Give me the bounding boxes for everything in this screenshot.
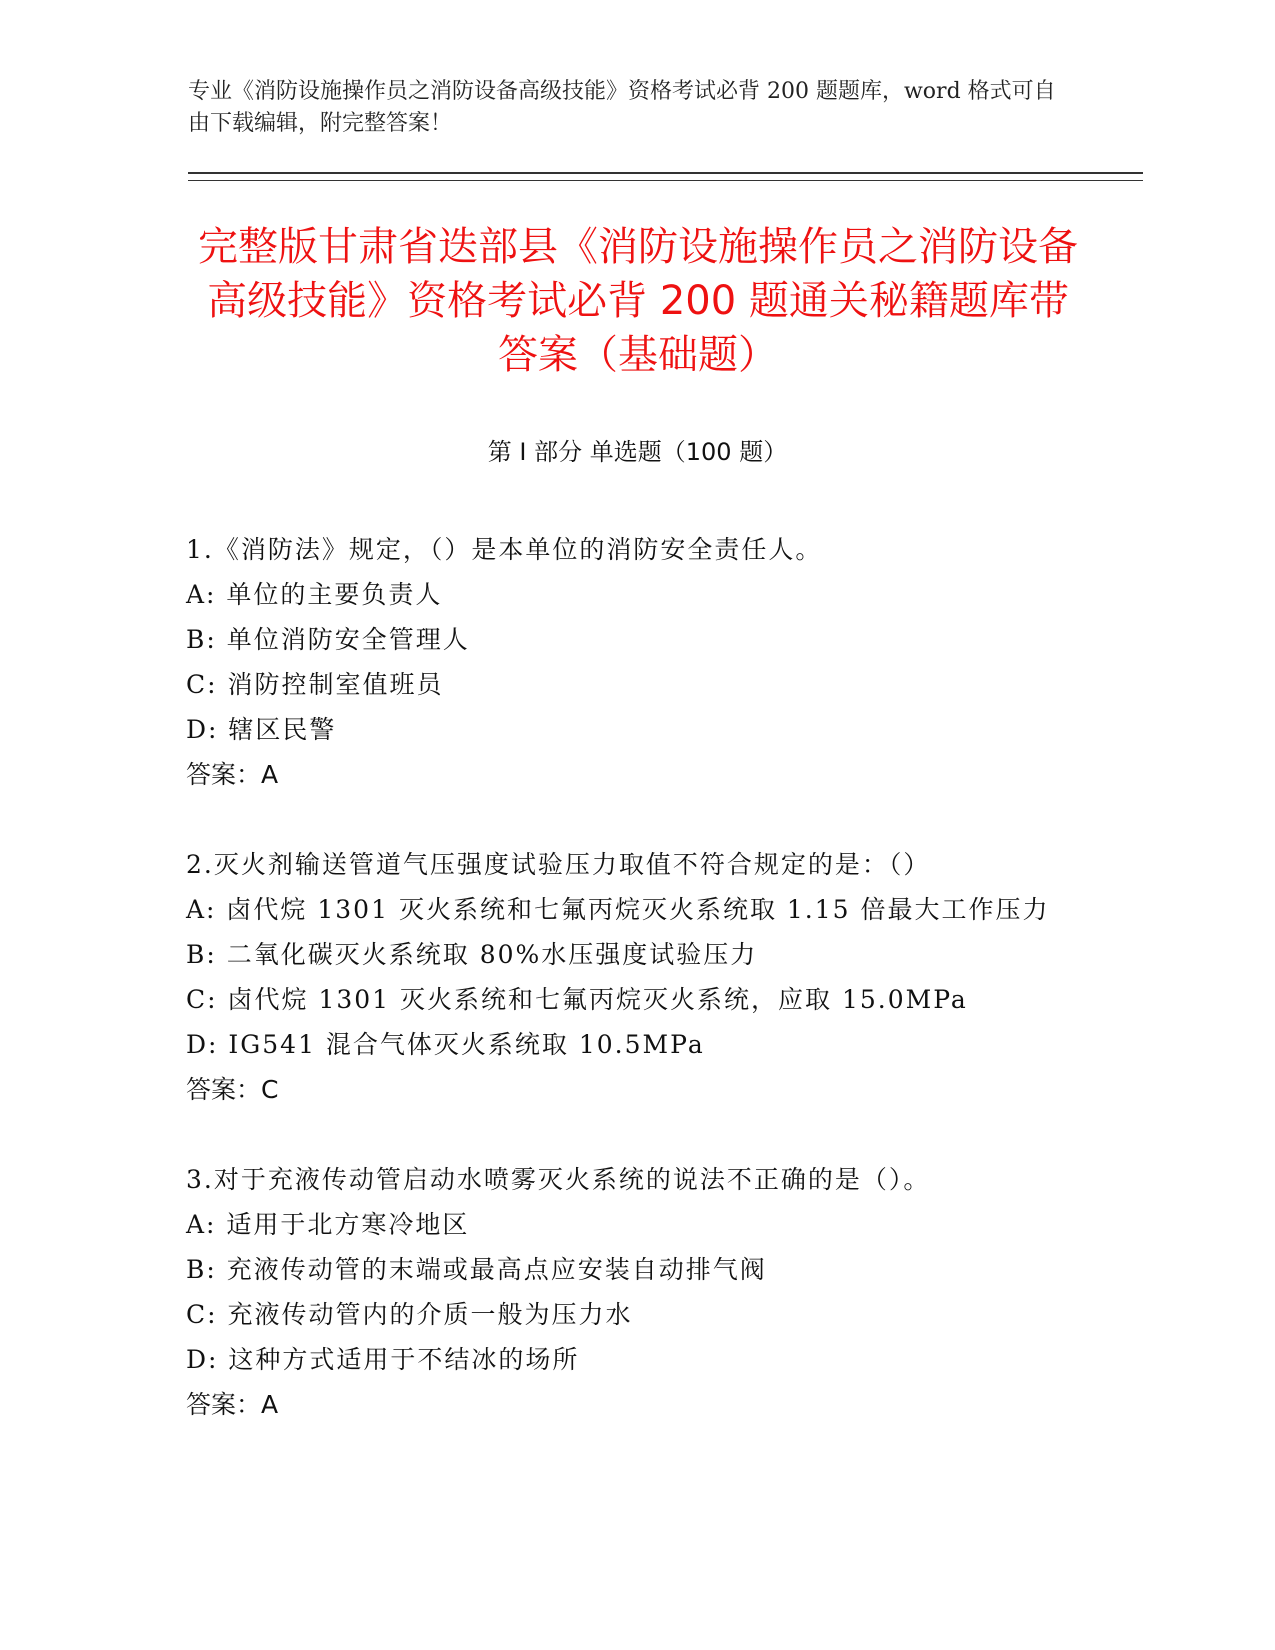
question-stem: 1.《消防法》规定，（）是本单位的消防安全责任人。 — [186, 535, 823, 564]
option-a: A: 单位的主要负责人 — [186, 580, 443, 609]
question-3 — [186, 1157, 1086, 1427]
header-note: 专业《消防设施操作员之消防设备高级技能》资格考试必背 200 题题库，word 格式可自由下载编辑，附完整答案！ — [188, 79, 1056, 136]
option-a: A: 卤代烷 1301 灭火系统和七氟丙烷灭火系统取 1.15 倍最大工作压力 — [186, 895, 1050, 924]
question-2 — [186, 842, 1086, 1112]
section-heading: 第 I 部分 单选题（100 题） — [487, 438, 788, 466]
option-b: B: 充液传动管的末端或最高点应安装自动排气阀 — [186, 1255, 767, 1284]
answer: 答案：A — [186, 1390, 279, 1419]
document-title: 完整版甘肃省迭部县《消防设施操作员之消防设备高级技能》资格考试必背 200 题通关秘籍题库带答案（基础题） — [198, 224, 1078, 378]
answer: 答案：A — [186, 760, 279, 789]
option-b: B: 单位消防安全管理人 — [186, 625, 470, 654]
option-d: D: 这种方式适用于不结冰的场所 — [186, 1345, 580, 1374]
option-d: D: 辖区民警 — [186, 715, 337, 744]
option-b: B: 二氧化碳灭火系统取 80%水压强度试验压力 — [186, 940, 758, 969]
answer: 答案：C — [186, 1075, 279, 1104]
option-a: A: 适用于北方寒冷地区 — [186, 1210, 470, 1239]
header-rule-thick — [188, 172, 1143, 174]
option-c: C: 充液传动管内的介质一般为压力水 — [186, 1300, 633, 1329]
header-rule-thin — [188, 180, 1143, 181]
question-1 — [186, 527, 1086, 797]
question-stem: 3.对于充液传动管启动水喷雾灭火系统的说法不正确的是（）。 — [186, 1165, 931, 1194]
option-d: D: IG541 混合气体灭火系统取 10.5MPa — [186, 1030, 705, 1059]
option-c: C: 卤代烷 1301 灭火系统和七氟丙烷灭火系统，应取 15.0MPa — [186, 985, 968, 1014]
option-c: C: 消防控制室值班员 — [186, 670, 444, 699]
question-stem: 2.灭火剂输送管道气压强度试验压力取值不符合规定的是：（） — [186, 850, 931, 879]
